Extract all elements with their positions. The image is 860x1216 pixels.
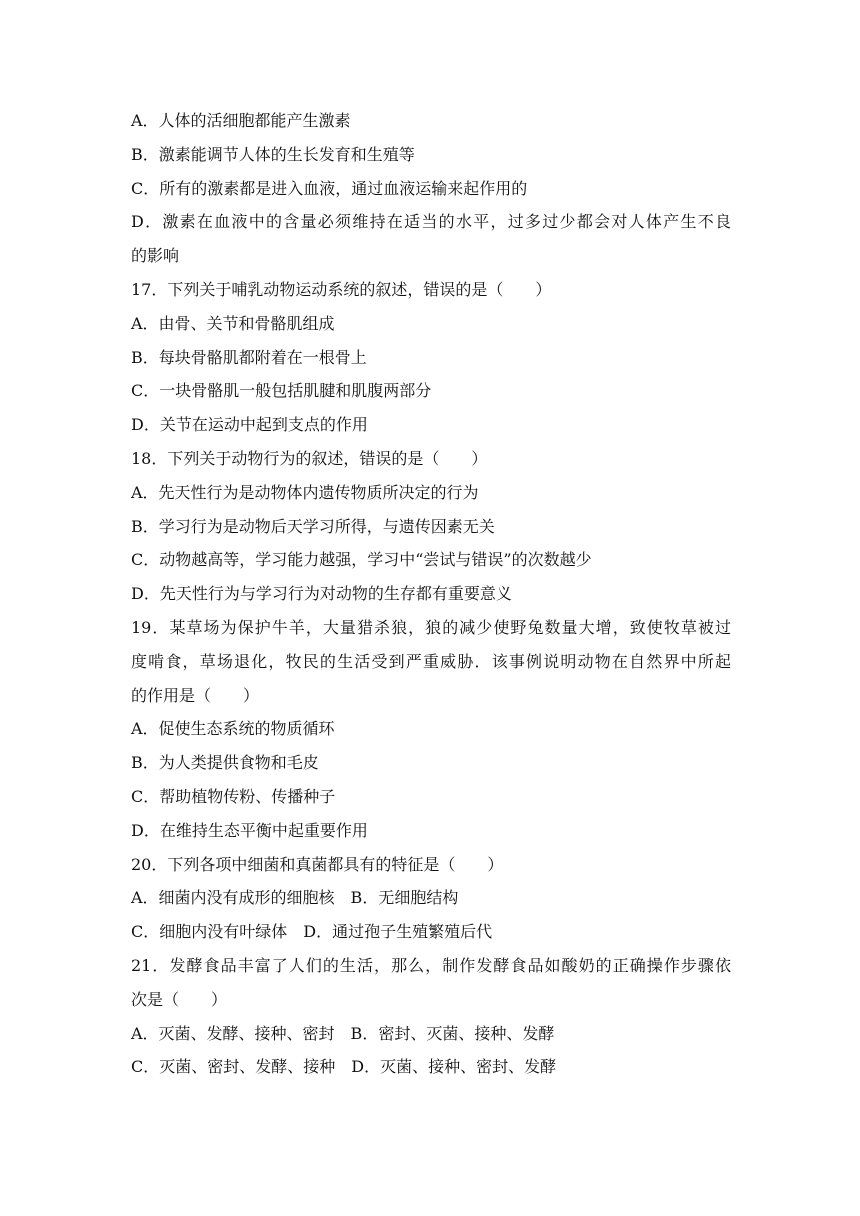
q21-options-a-b: A．灭菌、发酵、接种、密封 B．密封、灭菌、接种、发酵 xyxy=(131,1023,555,1043)
q19-option-d: D．在维持生态平衡中起重要作用 xyxy=(131,820,368,840)
q18-option-c: C．动物越高等，学习能力越强，学习中“尝试与错误”的次数越少 xyxy=(131,550,592,570)
q20-options-a-b: A．细菌内没有成形的细胞核 B．无细胞结构 xyxy=(131,888,459,908)
q16-option-a: A．人体的活细胞都能产生激素 xyxy=(131,111,351,130)
exam-page xyxy=(131,104,731,1084)
q17-stem: 17．下列关于哺乳动物运动系统的叙述，错误的是（ ） xyxy=(131,279,552,299)
q19-stem-line-2: 度啃食，草场退化，牧民的生活受到严重威胁．该事例说明动物在自然界中所起 xyxy=(131,651,731,671)
q18-option-a: A．先天性行为是动物体内遗传物质所决定的行为 xyxy=(131,482,479,502)
q20-options-c-d: C．细胞内没有叶绿体 D．通过孢子生殖繁殖后代 xyxy=(131,922,493,942)
q17-option-d: D．关节在运动中起到支点的作用 xyxy=(131,415,368,435)
q19-option-b: B．为人类提供食物和毛皮 xyxy=(131,753,319,773)
q17-option-c: C．一块骨骼肌一般包括肌腱和肌腹两部分 xyxy=(131,381,432,401)
q16-option-c: C．所有的激素都是进入血液，通过血液运输来起作用的 xyxy=(131,178,528,198)
q19-stem-line-1: 19．某草场为保护牛羊，大量猎杀狼，狼的减少使野兔数量大增，致使牧草被过 xyxy=(131,617,731,637)
q18-option-b: B．学习行为是动物后天学习所得，与遗传因素无关 xyxy=(131,516,495,536)
q18-stem: 18．下列关于动物行为的叙述，错误的是（ ） xyxy=(131,448,488,468)
q20-stem: 20．下列各项中细菌和真菌都具有的特征是（ ） xyxy=(131,854,504,874)
q21-options-c-d: C．灭菌、密封、发酵、接种 D．灭菌、接种、密封、发酵 xyxy=(131,1057,557,1077)
q19-stem-line-3: 的作用是（ ） xyxy=(131,685,260,705)
q18-option-d: D．先天性行为与学习行为对动物的生存都有重要意义 xyxy=(131,584,512,604)
q21-stem-line-2: 次是（ ） xyxy=(131,989,228,1009)
q16-option-b: B．激素能调节人体的生长发育和生殖等 xyxy=(131,144,415,164)
q21-stem-line-1: 21．发酵食品丰富了人们的生活，那么，制作发酵食品如酸奶的正确操作步骤依 xyxy=(131,955,731,975)
q16-option-d: D．激素在血液中的含量必须维持在适当的水平，过多过少都会对人体产生不良 xyxy=(131,212,731,232)
q16-option-d-continued: 的影响 xyxy=(131,246,180,266)
q19-option-a: A．促使生态系统的物质循环 xyxy=(131,719,335,739)
q17-option-b: B．每块骨骼肌都附着在一根骨上 xyxy=(131,347,367,367)
q17-option-a: A．由骨、关节和骨骼肌组成 xyxy=(131,313,335,333)
q19-option-c: C．帮助植物传粉、传播种子 xyxy=(131,786,336,806)
